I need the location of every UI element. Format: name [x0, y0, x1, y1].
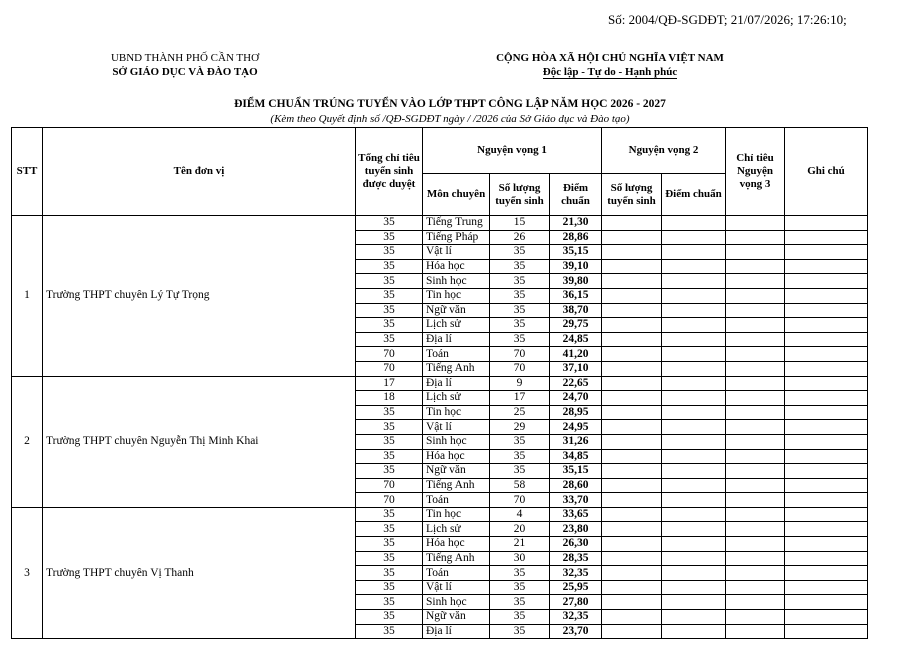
subject-cell: Lịch sử	[423, 522, 490, 537]
nv2-score-cell	[662, 493, 726, 508]
nv3-quota-cell	[726, 449, 785, 464]
nv2-admitted-cell	[602, 566, 662, 581]
admitted-cell: 15	[490, 216, 550, 231]
nv3-quota-cell	[726, 376, 785, 391]
nv2-admitted-cell	[602, 347, 662, 362]
note-cell	[785, 449, 868, 464]
admitted-cell: 29	[490, 420, 550, 435]
subject-cell: Tiếng Trung	[423, 216, 490, 231]
score-cell: 36,15	[550, 288, 602, 303]
document-title: ĐIỂM CHUẨN TRÚNG TUYỂN VÀO LỚP THPT CÔNG LẬP NĂM HỌC 2026 - 2027	[234, 98, 666, 110]
nv2-admitted-cell	[602, 595, 662, 610]
note-cell	[785, 566, 868, 581]
quota-cell: 35	[356, 405, 423, 420]
table-row	[12, 216, 868, 231]
nv2-admitted-cell	[602, 493, 662, 508]
quota-cell: 18	[356, 391, 423, 406]
note-cell	[785, 580, 868, 595]
admitted-cell: 35	[490, 580, 550, 595]
admitted-cell: 35	[490, 624, 550, 639]
score-cell: 31,26	[550, 434, 602, 449]
subject-cell: Lịch sử	[423, 318, 490, 333]
admitted-cell: 70	[490, 493, 550, 508]
score-cell: 27,80	[550, 595, 602, 610]
note-cell	[785, 216, 868, 231]
admitted-cell: 35	[490, 245, 550, 260]
admitted-cell: 35	[490, 610, 550, 625]
admitted-cell: 25	[490, 405, 550, 420]
subject-cell: Hóa học	[423, 537, 490, 552]
department-name: SỞ GIÁO DỤC VÀ ĐÀO TẠO	[112, 66, 258, 78]
note-cell	[785, 610, 868, 625]
nv2-score-cell	[662, 610, 726, 625]
nv2-score-cell	[662, 449, 726, 464]
nv2-score-cell	[662, 318, 726, 333]
quota-cell: 35	[356, 595, 423, 610]
score-cell: 33,65	[550, 507, 602, 522]
nv2-score-cell	[662, 391, 726, 406]
note-cell	[785, 507, 868, 522]
subject-cell: Tiếng Pháp	[423, 230, 490, 245]
note-cell	[785, 245, 868, 260]
subject-cell: Ngữ văn	[423, 610, 490, 625]
admitted-cell: 35	[490, 274, 550, 289]
note-cell	[785, 347, 868, 362]
nv2-admitted-cell	[602, 216, 662, 231]
nv2-score-cell	[662, 376, 726, 391]
nv2-admitted-cell	[602, 259, 662, 274]
score-cell: 39,80	[550, 274, 602, 289]
quota-cell: 35	[356, 420, 423, 435]
nv3-quota-cell	[726, 303, 785, 318]
quota-cell: 35	[356, 566, 423, 581]
subject-cell: Sinh học	[423, 434, 490, 449]
national-motto	[470, 66, 750, 78]
quota-cell: 35	[356, 449, 423, 464]
nv2-admitted-cell	[602, 245, 662, 260]
admitted-cell: 4	[490, 507, 550, 522]
subject-cell: Tiếng Anh	[423, 478, 490, 493]
nv2-admitted-cell	[602, 551, 662, 566]
nv3-quota-cell	[726, 347, 785, 362]
score-cell: 22,65	[550, 376, 602, 391]
nv3-quota-cell	[726, 493, 785, 508]
nv2-score-cell	[662, 332, 726, 347]
note-cell	[785, 420, 868, 435]
subject-cell: Tin học	[423, 288, 490, 303]
note-cell	[785, 376, 868, 391]
quota-cell: 70	[356, 361, 423, 376]
score-cell: 39,10	[550, 259, 602, 274]
note-cell	[785, 595, 868, 610]
nv2-score-cell	[662, 478, 726, 493]
nv3-quota-cell	[726, 420, 785, 435]
subject-cell: Tin học	[423, 405, 490, 420]
admitted-cell: 70	[490, 347, 550, 362]
nv2-score-cell	[662, 580, 726, 595]
nv2-score-cell	[662, 566, 726, 581]
note-cell	[785, 288, 868, 303]
nv2-admitted-cell	[602, 230, 662, 245]
nv2-admitted-cell	[602, 624, 662, 639]
nv1-score-header: Điểm chuẩn	[550, 174, 602, 216]
national-title: CỘNG HÒA XÃ HỘI CHỦ NGHĨA VIỆT NAM	[496, 52, 724, 64]
nv2-header: Nguyện vọng 2	[602, 128, 726, 174]
nv2-admitted-cell	[602, 537, 662, 552]
school-name-cell: Trường THPT chuyên Nguyễn Thị Minh Khai	[43, 376, 356, 507]
note-cell	[785, 361, 868, 376]
quota-cell: 70	[356, 493, 423, 508]
nv3-quota-cell	[726, 274, 785, 289]
nv2-score-cell	[662, 537, 726, 552]
subject-cell: Hóa học	[423, 449, 490, 464]
admitted-cell: 35	[490, 566, 550, 581]
nv2-score-cell	[662, 347, 726, 362]
note-cell	[785, 303, 868, 318]
score-cell: 24,95	[550, 420, 602, 435]
nv2-admitted-cell	[602, 405, 662, 420]
quota-cell: 35	[356, 507, 423, 522]
nv2-score-cell	[662, 551, 726, 566]
nv2-score-cell	[662, 420, 726, 435]
nv3-quota-cell	[726, 216, 785, 231]
subject-cell: Địa lí	[423, 376, 490, 391]
quota-cell: 35	[356, 303, 423, 318]
subject-cell: Ngữ văn	[423, 464, 490, 479]
nv2-admitted-cell	[602, 318, 662, 333]
nv2-admitted-cell	[602, 361, 662, 376]
score-cell: 33,70	[550, 493, 602, 508]
nv2-score-cell	[662, 434, 726, 449]
score-cell: 32,35	[550, 610, 602, 625]
quota-cell: 35	[356, 522, 423, 537]
score-cell: 29,75	[550, 318, 602, 333]
nv2-score-cell	[662, 464, 726, 479]
score-cell: 35,15	[550, 464, 602, 479]
national-motto-text: Độc lập - Tự do - Hạnh phúc	[542, 66, 678, 78]
nv2-score-cell	[662, 245, 726, 260]
score-cell: 23,70	[550, 624, 602, 639]
stt-cell: 3	[12, 507, 43, 638]
table-row	[12, 376, 868, 391]
unit-header: Tên đơn vị	[43, 128, 356, 216]
note-cell	[785, 551, 868, 566]
admitted-cell: 35	[490, 303, 550, 318]
score-cell: 28,86	[550, 230, 602, 245]
note-cell	[785, 332, 868, 347]
stt-cell: 2	[12, 376, 43, 507]
nv3-quota-cell	[726, 537, 785, 552]
subject-cell: Tin học	[423, 507, 490, 522]
nv3-quota-cell	[726, 230, 785, 245]
nv3-header: Chỉ tiêu Nguyện vọng 3	[726, 128, 785, 216]
subject-cell: Địa lí	[423, 332, 490, 347]
quota-cell: 35	[356, 537, 423, 552]
nv3-quota-cell	[726, 595, 785, 610]
document-subtitle: (Kèm theo Quyết định số /QĐ-SGDĐT ngày / /2026 của Sở Giáo dục và Đào tạo)	[270, 113, 630, 125]
quota-cell: 35	[356, 216, 423, 231]
school-name-cell: Trường THPT chuyên Lý Tự Trọng	[43, 216, 356, 377]
note-cell	[785, 318, 868, 333]
subject-cell: Vật lí	[423, 245, 490, 260]
nv2-score-cell	[662, 274, 726, 289]
nv2-score-cell	[662, 230, 726, 245]
score-cell: 24,85	[550, 332, 602, 347]
quota-cell: 35	[356, 245, 423, 260]
note-cell	[785, 493, 868, 508]
nv2-score-cell	[662, 288, 726, 303]
admitted-cell: 20	[490, 522, 550, 537]
admitted-cell: 58	[490, 478, 550, 493]
quota-cell: 35	[356, 580, 423, 595]
nv2-admitted-cell	[602, 303, 662, 318]
nv2-score-header: Điểm chuẩn	[662, 174, 726, 216]
subject-header: Môn chuyên	[423, 174, 490, 216]
subject-cell: Sinh học	[423, 595, 490, 610]
quota-cell: 35	[356, 332, 423, 347]
admitted-cell: 35	[490, 288, 550, 303]
nv3-quota-cell	[726, 551, 785, 566]
nv2-admitted-cell	[602, 420, 662, 435]
quota-cell: 35	[356, 624, 423, 639]
nv3-quota-cell	[726, 332, 785, 347]
quota-cell: 35	[356, 288, 423, 303]
score-cell: 41,20	[550, 347, 602, 362]
quota-cell: 35	[356, 259, 423, 274]
nv2-admitted-cell	[602, 449, 662, 464]
score-cell: 28,60	[550, 478, 602, 493]
nv2-score-cell	[662, 624, 726, 639]
document-number: Số: 2004/QĐ-SGDĐT; 21/07/2026; 17:26:10;	[608, 12, 847, 27]
nv2-score-cell	[662, 303, 726, 318]
score-cell: 28,95	[550, 405, 602, 420]
nv2-admitted-cell	[602, 580, 662, 595]
score-cell: 21,30	[550, 216, 602, 231]
nv3-quota-cell	[726, 566, 785, 581]
admission-table-body	[12, 216, 868, 639]
nv3-quota-cell	[726, 478, 785, 493]
note-cell	[785, 259, 868, 274]
nv3-quota-cell	[726, 361, 785, 376]
stt-header: STT	[12, 128, 43, 216]
quota-cell: 35	[356, 464, 423, 479]
admitted-cell: 35	[490, 595, 550, 610]
score-cell: 28,35	[550, 551, 602, 566]
nv2-score-cell	[662, 522, 726, 537]
note-cell	[785, 522, 868, 537]
score-cell: 32,35	[550, 566, 602, 581]
score-cell: 35,15	[550, 245, 602, 260]
subject-cell: Toán	[423, 347, 490, 362]
nv3-quota-cell	[726, 522, 785, 537]
subject-cell: Ngữ văn	[423, 303, 490, 318]
nv3-quota-cell	[726, 624, 785, 639]
admitted-cell: 35	[490, 434, 550, 449]
nv2-admitted-cell	[602, 376, 662, 391]
subject-cell: Vật lí	[423, 580, 490, 595]
nv2-admitted-cell	[602, 288, 662, 303]
nv1-admitted-header: Số lượng tuyển sinh	[490, 174, 550, 216]
nv3-quota-cell	[726, 405, 785, 420]
nv2-admitted-cell	[602, 274, 662, 289]
nv3-quota-cell	[726, 245, 785, 260]
note-cell	[785, 391, 868, 406]
nv2-score-cell	[662, 259, 726, 274]
admitted-cell: 9	[490, 376, 550, 391]
note-cell	[785, 537, 868, 552]
subject-cell: Tiếng Anh	[423, 361, 490, 376]
table-row	[12, 507, 868, 522]
subject-cell: Lịch sử	[423, 391, 490, 406]
nv2-admitted-cell	[602, 464, 662, 479]
admitted-cell: 17	[490, 391, 550, 406]
subject-cell: Toán	[423, 566, 490, 581]
authority-name: UBND THÀNH PHỐ CẦN THƠ	[110, 52, 260, 64]
admitted-cell: 70	[490, 361, 550, 376]
quota-cell: 70	[356, 347, 423, 362]
subject-cell: Sinh học	[423, 274, 490, 289]
nv3-quota-cell	[726, 580, 785, 595]
quota-cell: 35	[356, 274, 423, 289]
nv2-admitted-cell	[602, 522, 662, 537]
score-cell: 38,70	[550, 303, 602, 318]
score-cell: 26,30	[550, 537, 602, 552]
nv3-quota-cell	[726, 259, 785, 274]
subject-cell: Vật lí	[423, 420, 490, 435]
nv2-score-cell	[662, 361, 726, 376]
subject-cell: Toán	[423, 493, 490, 508]
quota-cell: 35	[356, 551, 423, 566]
admitted-cell: 35	[490, 332, 550, 347]
subject-cell: Hóa học	[423, 259, 490, 274]
nv3-quota-cell	[726, 464, 785, 479]
nv2-admitted-cell	[602, 391, 662, 406]
admitted-cell: 35	[490, 464, 550, 479]
admitted-cell: 30	[490, 551, 550, 566]
note-cell	[785, 624, 868, 639]
note-cell	[785, 434, 868, 449]
score-cell: 34,85	[550, 449, 602, 464]
nv1-header: Nguyện vọng 1	[423, 128, 602, 174]
nv2-admitted-header: Số lượng tuyển sinh	[602, 174, 662, 216]
nv3-quota-cell	[726, 318, 785, 333]
admitted-cell: 35	[490, 318, 550, 333]
quota-header: Tổng chỉ tiêu tuyển sinh được duyệt	[356, 128, 423, 216]
admitted-cell: 35	[490, 259, 550, 274]
score-cell: 37,10	[550, 361, 602, 376]
subject-cell: Địa lí	[423, 624, 490, 639]
note-cell	[785, 478, 868, 493]
score-cell: 25,95	[550, 580, 602, 595]
nv3-quota-cell	[726, 507, 785, 522]
quota-cell: 35	[356, 434, 423, 449]
admission-table	[11, 127, 868, 639]
admitted-cell: 35	[490, 449, 550, 464]
note-header: Ghi chú	[785, 128, 868, 216]
score-cell: 23,80	[550, 522, 602, 537]
quota-cell: 17	[356, 376, 423, 391]
nv3-quota-cell	[726, 610, 785, 625]
nv2-admitted-cell	[602, 332, 662, 347]
quota-cell: 70	[356, 478, 423, 493]
score-cell: 24,70	[550, 391, 602, 406]
stt-cell: 1	[12, 216, 43, 377]
note-cell	[785, 405, 868, 420]
nv3-quota-cell	[726, 391, 785, 406]
note-cell	[785, 274, 868, 289]
subject-cell: Tiếng Anh	[423, 551, 490, 566]
nv2-score-cell	[662, 216, 726, 231]
nv2-admitted-cell	[602, 478, 662, 493]
quota-cell: 35	[356, 230, 423, 245]
school-name-cell: Trường THPT chuyên Vị Thanh	[43, 507, 356, 638]
nv2-score-cell	[662, 405, 726, 420]
admitted-cell: 26	[490, 230, 550, 245]
note-cell	[785, 464, 868, 479]
note-cell	[785, 230, 868, 245]
nv3-quota-cell	[726, 434, 785, 449]
quota-cell: 35	[356, 610, 423, 625]
nv2-admitted-cell	[602, 507, 662, 522]
nv2-admitted-cell	[602, 434, 662, 449]
admitted-cell: 21	[490, 537, 550, 552]
nv2-score-cell	[662, 595, 726, 610]
nv2-score-cell	[662, 507, 726, 522]
nv2-admitted-cell	[602, 610, 662, 625]
quota-cell: 35	[356, 318, 423, 333]
nv3-quota-cell	[726, 288, 785, 303]
